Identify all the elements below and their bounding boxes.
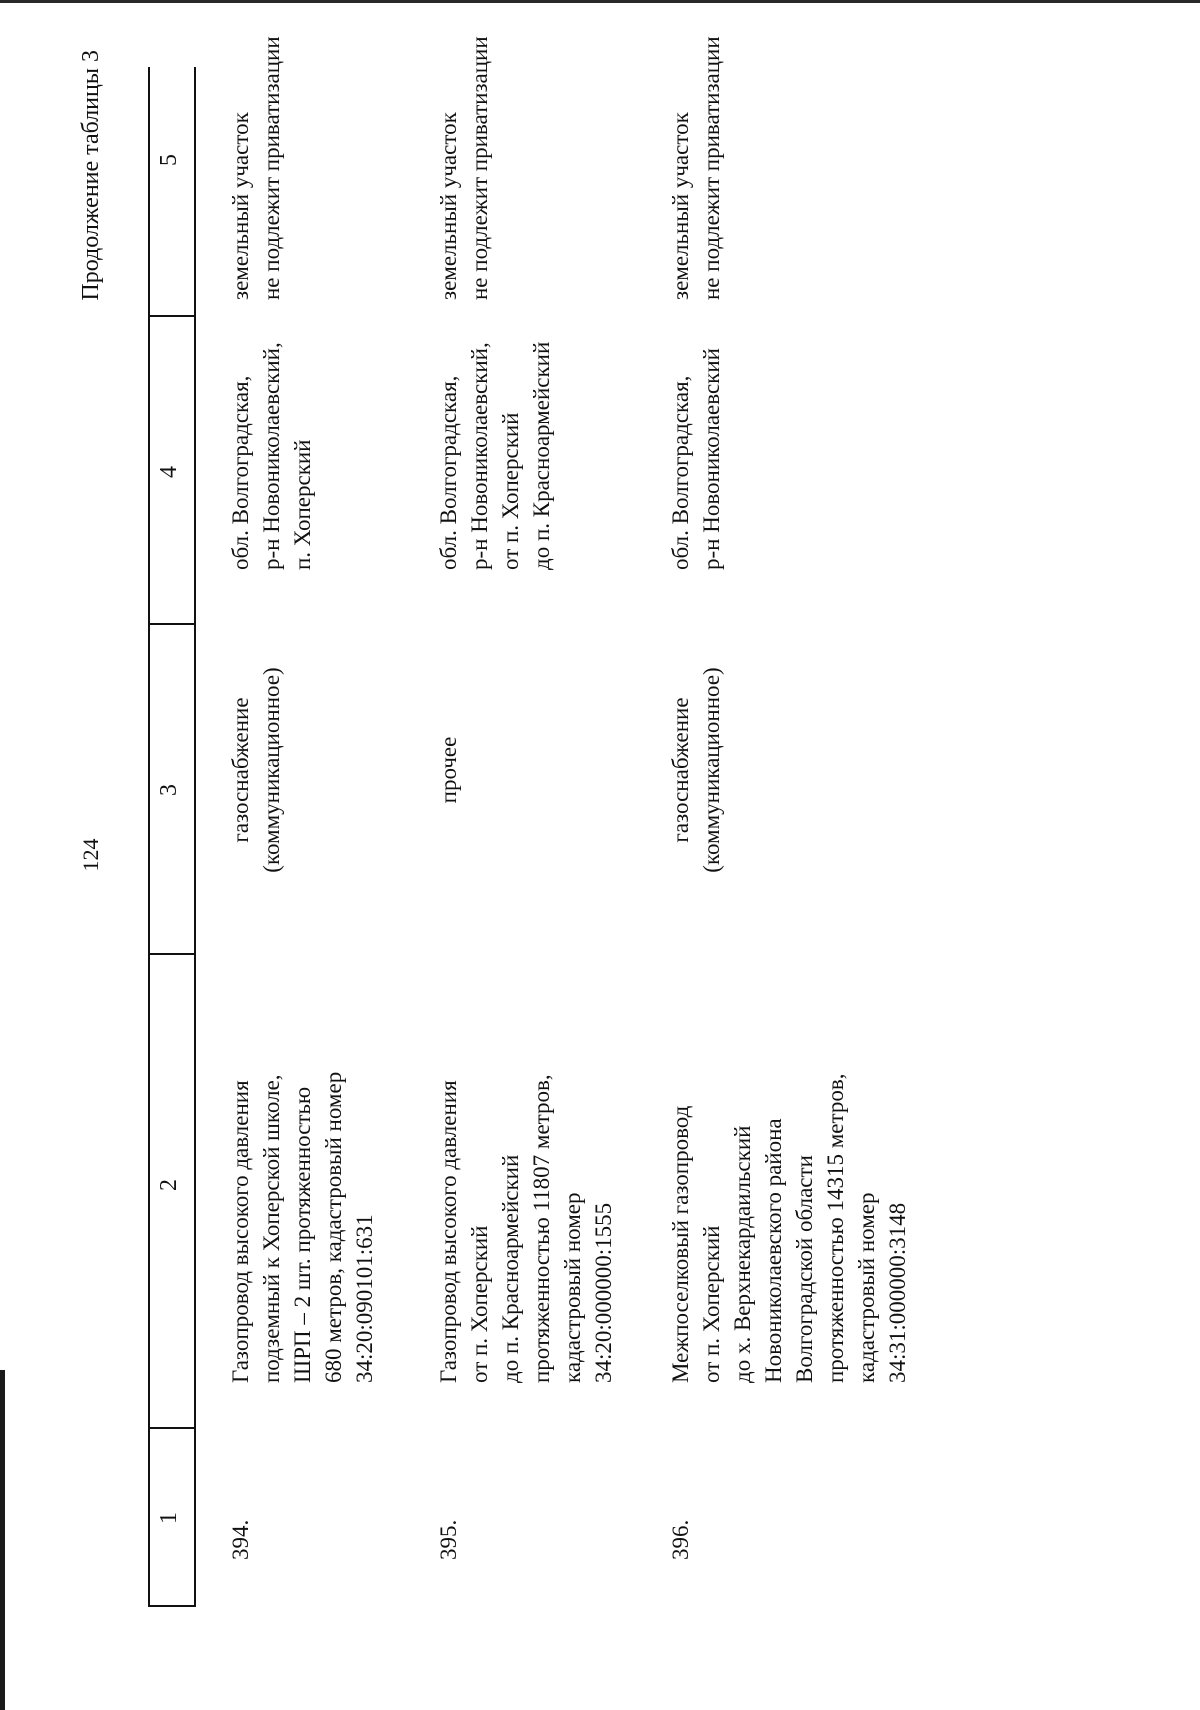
- row-number: 395.: [436, 1519, 461, 1560]
- object-address: обл. Волгоградская, р-н Новониколаевский: [668, 348, 724, 570]
- column-divider: [148, 315, 196, 317]
- object-note: земельный участок не подлежит приватизации: [668, 36, 724, 300]
- column-header-4: 4: [156, 466, 182, 478]
- page-number: 124: [78, 838, 103, 872]
- column-divider: [148, 953, 196, 955]
- column-header-5: 5: [156, 154, 182, 166]
- object-type: прочее: [436, 736, 461, 804]
- object-note: земельный участок не подлежит приватизации: [436, 36, 492, 300]
- object-note: земельный участок не подлежит приватизации: [228, 36, 284, 300]
- object-name: Газопровод высокого давления подземный к Хоперской школе, ШРП – 2 шт. протяженностью 680 метров, кадастровый номер 34:20:090101:631: [228, 1071, 377, 1383]
- object-address: обл. Волгоградская, р-н Новониколаевский, от п. Хоперский до п. Красноармейский: [436, 341, 554, 570]
- object-address: обл. Волгоградская, р-н Новониколаевский, п. Хоперский: [228, 342, 315, 570]
- object-type: газоснабжение (коммуникационное): [228, 667, 284, 873]
- table-header-rule: [194, 67, 196, 1607]
- column-divider: [148, 623, 196, 625]
- object-name: Газопровод высокого давления от п. Хоперский до п. Красноармейский протяженностью 11807 метров, кадастровый номер 34:20:000000:1555: [436, 1074, 616, 1383]
- row-number: 394.: [228, 1519, 253, 1560]
- column-header-1: 1: [156, 1512, 182, 1524]
- table-caption: Продолжение таблицы 3: [78, 50, 104, 301]
- object-type: газоснабжение (коммуникационное): [668, 667, 724, 873]
- column-header-3: 3: [156, 784, 182, 796]
- column-divider: [148, 1605, 196, 1607]
- object-name: Межпоселковый газопровод от п. Хоперский до х. Верхнекардаильский Новониколаевского района Волгоградской области протяженностью 14315 метров, кадастровый номер 34:31:000000:3148: [668, 1073, 910, 1383]
- table-top-rule: [148, 67, 150, 1607]
- column-header-2: 2: [156, 1179, 182, 1191]
- row-number: 396.: [668, 1519, 693, 1560]
- column-divider: [148, 1427, 196, 1429]
